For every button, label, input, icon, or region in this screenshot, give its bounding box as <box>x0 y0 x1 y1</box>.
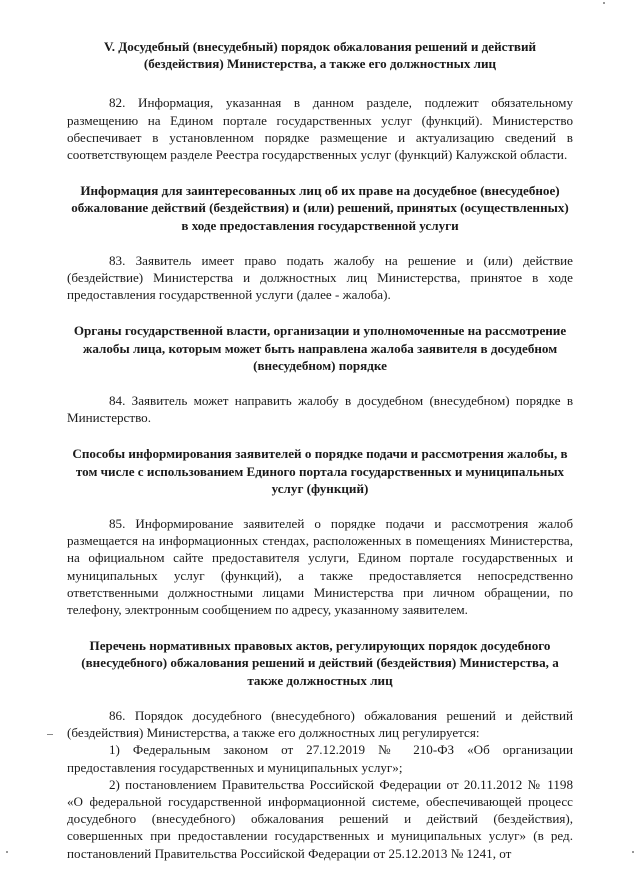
document-body <box>67 38 573 862</box>
paragraph-86-item-1: 1) Федеральным законом от 27.12.2019 № 210-ФЗ «Об организации предоставления государственных и муниципальных услуг»; <box>67 742 573 775</box>
section-heading-authorities: Органы государственной власти, организации и уполномоченные на рассмотрение жалобы лица, которым может быть направлена жалоба заявителя в досудебном (внесудебном) порядке <box>73 323 567 373</box>
section-heading-right-to-appeal: Информация для заинтересованных лиц об их праве на досудебное (внесудебное) обжалование действий (бездействия) и (или) решений, принятых (осуществленных) в ходе предоставления государственной услуги <box>71 183 569 233</box>
paragraph-85: 85. Информирование заявителей о порядке подачи и рассмотрения жалоб размещается на информационных стендах, расположенных в помещениях Министерства, на официальном сайте предоставителя услуги, Едином портале государственных и муниципальных услуг (функций), а также предоставляется непосредственно ответственными должностными лицами Министерства при личном обращении, по телефону, электронным сообщением по адресу, указанному заявителем. <box>67 516 573 618</box>
scan-artifact <box>47 734 53 735</box>
scan-artifact <box>632 851 634 853</box>
paragraph-86: 86. Порядок досудебного (внесудебного) обжалования решений и действий (бездействия) Министерства, а также его должностных лиц регулируется: <box>67 707 573 741</box>
paragraph-82: 82. Информация, указанная в данном разделе, подлежит обязательному размещению на Едином портале государственных услуг (функций). Министерство обеспечивает в установленном порядке размещение и актуализацию сведений в соответствующем разделе Реестра государственных услуг (функций) Калужской области. <box>67 95 573 163</box>
section-heading-informing-methods: Способы информирования заявителей о порядке подачи и рассмотрения жалобы, в том числе с использованием Единого портала государственных и муниципальных услуг (функций) <box>72 446 568 496</box>
paragraph-84: 84. Заявитель может направить жалобу в досудебном (внесудебном) порядке в Министерство. <box>67 393 573 426</box>
section-heading-appeal-procedure: V. Досудебный (внесудебный) порядок обжалования решений и действий (бездействия) Министерства, а также его должностных лиц <box>103 39 537 72</box>
section-heading-legal-acts: Перечень нормативных правовых актов, регулирующих порядок досудебного (внесудебного) обжалования решений и действий (бездействия) Министерства, а также должностных лиц <box>81 638 559 688</box>
scan-artifact <box>603 2 605 4</box>
scan-artifact <box>6 851 8 853</box>
paragraph-86-item-2: 2) постановлением Правительства Российской Федерации от 20.11.2012 № 1198 «О федеральной государственной информационной системе, обеспечивающей процесс досудебного (внесудебного) обжалования решений и действий (бездействия), совершенных при предоставлении государственных и муниципальных услуг» (в ред. постановлений Правительства Российской Федерации от 25.12.2013 № 1241, от <box>67 776 573 861</box>
paragraph-83: 83. Заявитель имеет право подать жалобу на решение и (или) действие (бездействие) Министерства и должностных лиц Министерства, принятое в ходе предоставления государственной услуги (далее - жалоба). <box>67 252 573 303</box>
